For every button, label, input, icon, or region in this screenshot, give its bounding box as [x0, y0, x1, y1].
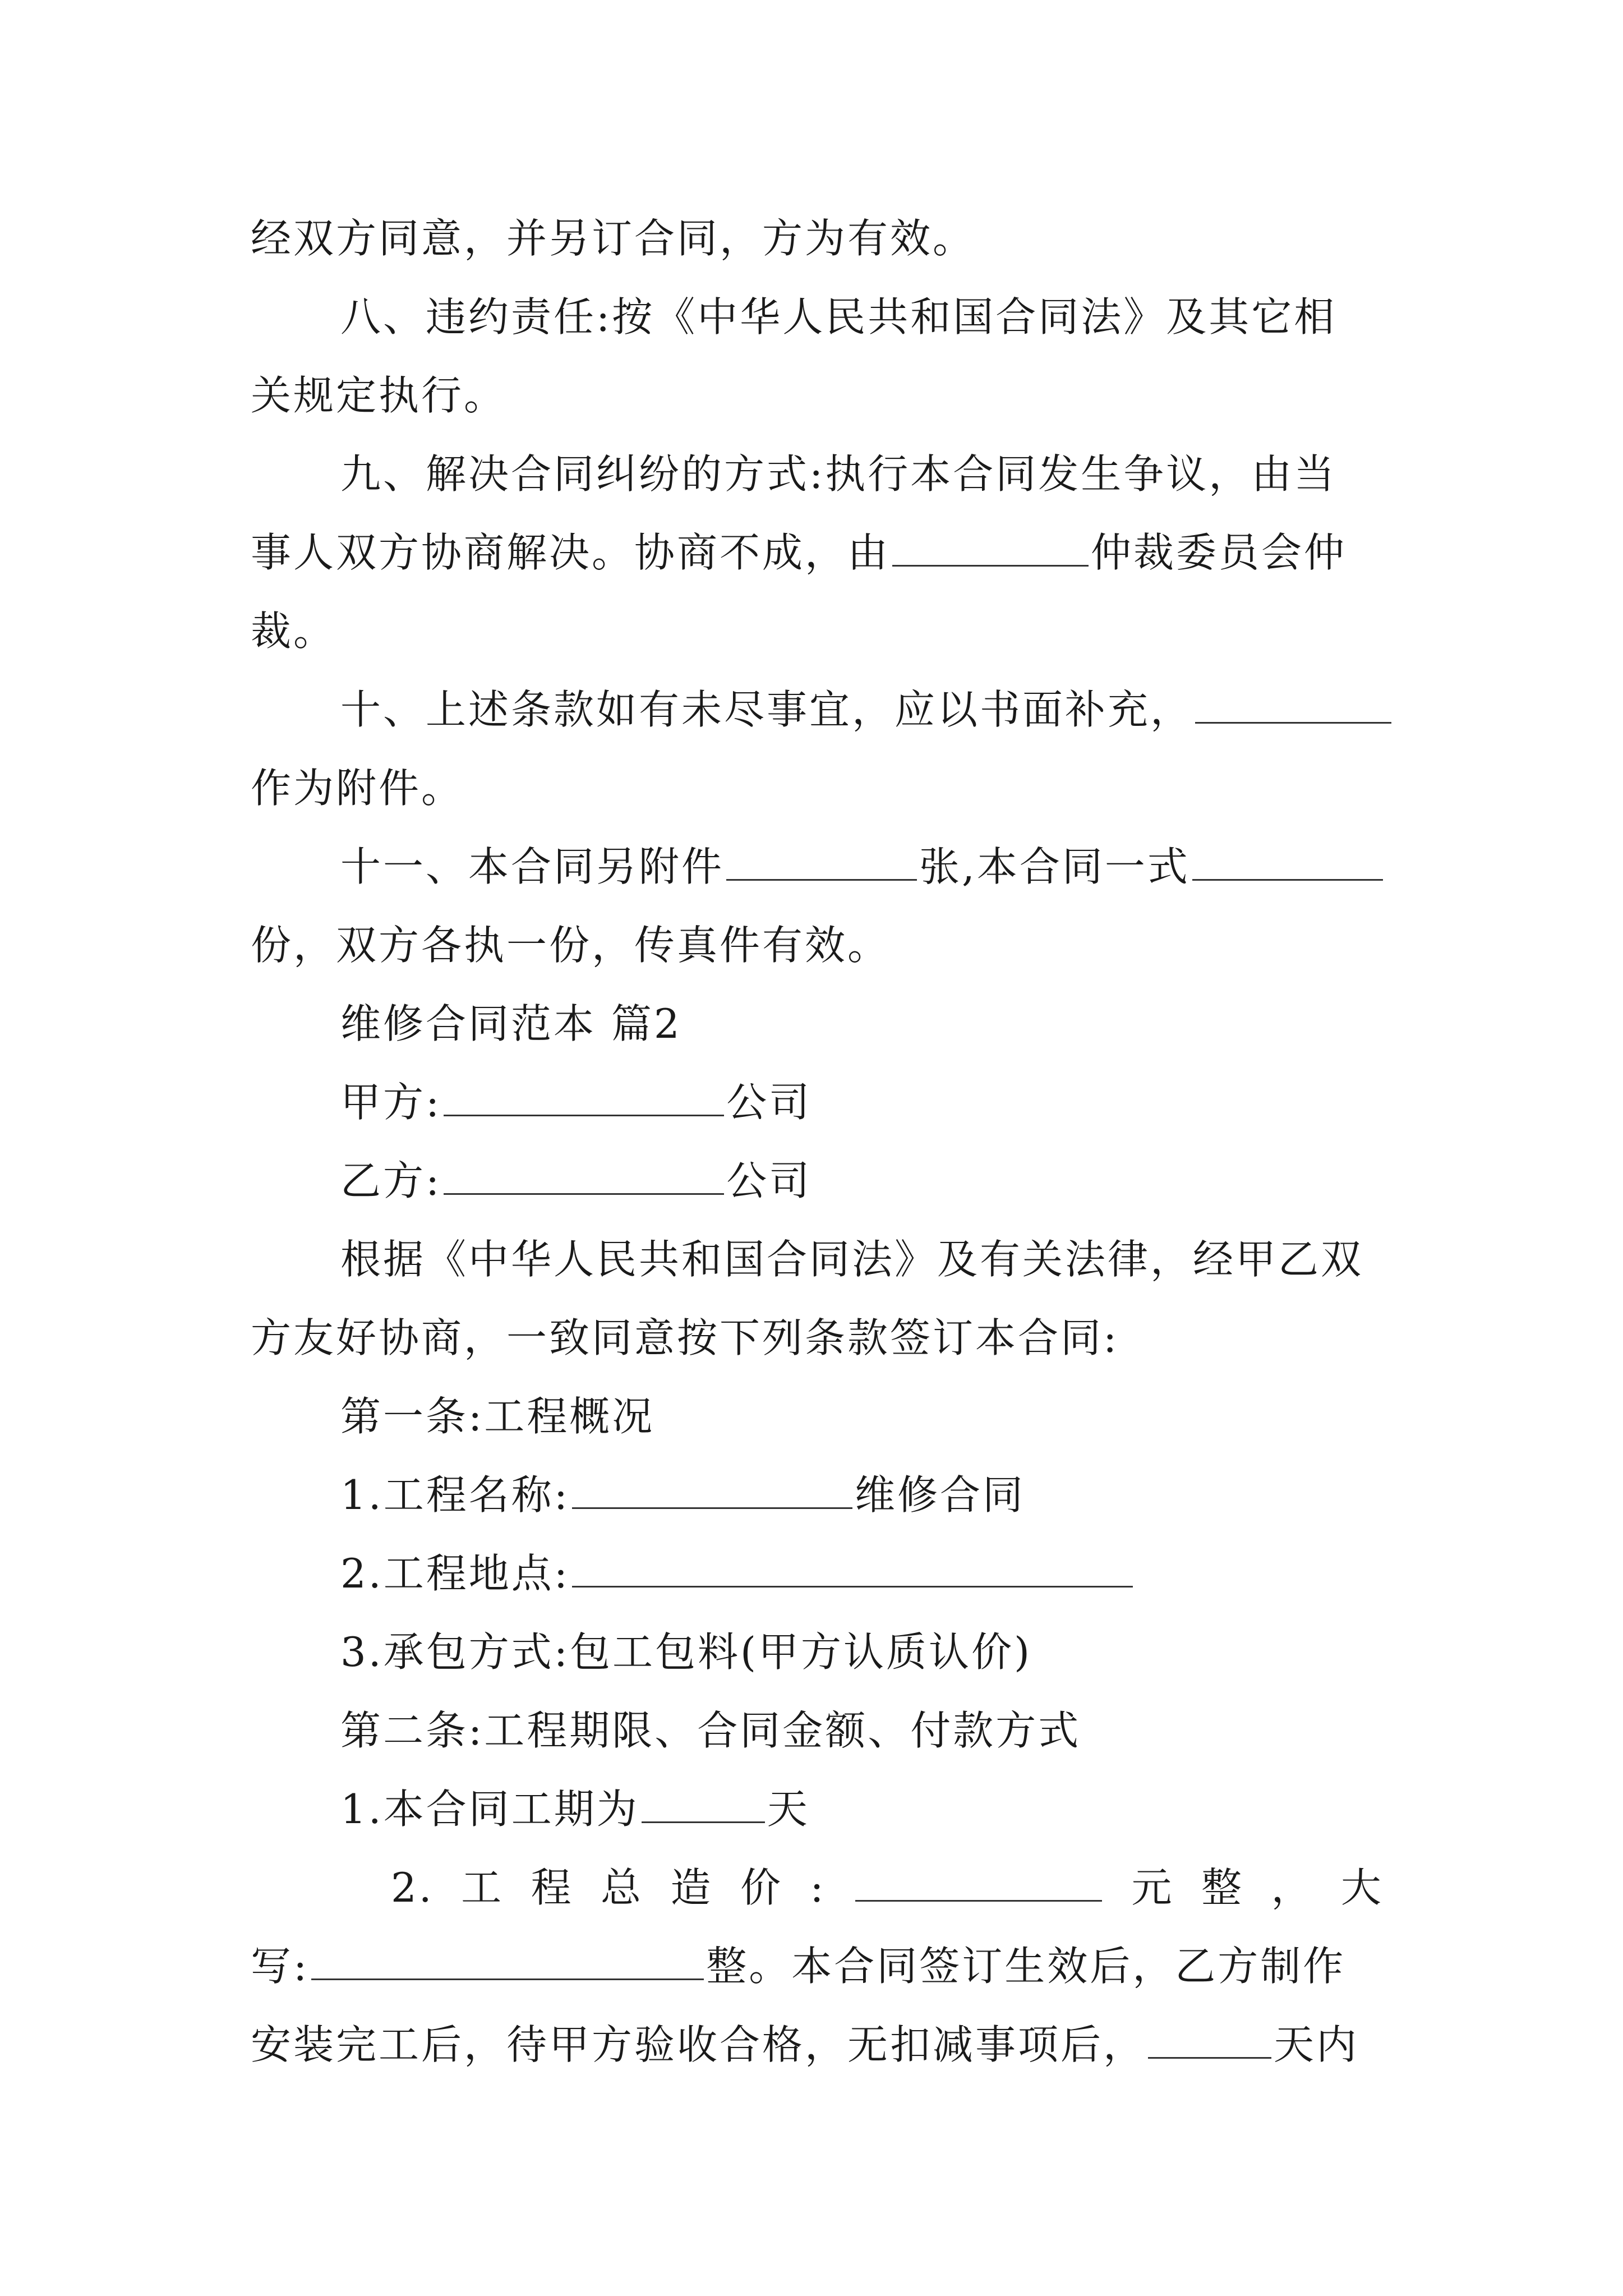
text-line	[340, 1778, 1384, 1840]
char: :	[810, 1864, 826, 1911]
text-line: 方友好协商，一致同意按下列条款签订本合同:	[251, 1314, 1119, 1361]
text-segment: 整。本合同签订生效后，乙方制作	[706, 1943, 1346, 1990]
char: 造	[670, 1864, 713, 1911]
text-line	[340, 679, 1384, 740]
text-line: 作为附件。	[251, 765, 464, 812]
party-a-line	[340, 1071, 1384, 1133]
text-segment: 事人双方协商解决。协商不成，由	[251, 529, 891, 576]
text-segment: 甲方:	[340, 1079, 442, 1126]
text-segment: 天	[767, 1786, 810, 1833]
text-segment: 2.工程地点:	[340, 1550, 570, 1597]
text-line	[340, 836, 1384, 898]
fill-blank	[572, 1474, 852, 1509]
text-segment: 安装完工后，待甲方验收合格，无扣减事项后，	[251, 2021, 1146, 2068]
char: 整	[1201, 1864, 1244, 1911]
text-segment: 1.本合同工期为	[340, 1786, 639, 1833]
text-line: 八、违约责任:按《中华人民共和国合同法》及其它相	[340, 293, 1337, 341]
text-segment: 公司	[726, 1079, 812, 1126]
text-line: 第一条:工程概况	[340, 1393, 655, 1440]
char: 元	[1131, 1864, 1174, 1911]
text-segment: 仲裁委员会仲	[1091, 529, 1347, 576]
text-line: 份，双方各执一份，传真件有效。	[251, 922, 891, 969]
text-line: 裁。	[251, 608, 336, 655]
text-line	[251, 2014, 1384, 2076]
char: 程	[531, 1864, 574, 1911]
text-line	[340, 1464, 1384, 1526]
text-segment: 十一、本合同另附件	[340, 843, 725, 890]
fill-blank	[444, 1159, 724, 1195]
text-segment: 维修合同	[854, 1471, 1025, 1519]
fill-blank	[572, 1552, 1133, 1588]
section-heading: 维修合同范本 篇2	[340, 1000, 682, 1047]
fill-blank	[311, 1945, 704, 1980]
fill-blank	[1195, 688, 1391, 724]
text-line: 九、解决合同纠纷的方式:执行本合同发生争议，由当	[340, 450, 1337, 498]
fill-blank	[642, 1788, 765, 1823]
text-line	[251, 1935, 1384, 1997]
text-line: 第二条:工程期限、合同金额、付款方式	[340, 1707, 1081, 1754]
text-line: 根据《中华人民共和国合同法》及有关法律，经甲乙双	[340, 1236, 1364, 1283]
justified-line	[391, 1857, 1384, 1918]
text-line: 关规定执行。	[251, 372, 507, 419]
text-segment: 乙方:	[340, 1157, 442, 1204]
fill-blank	[855, 1866, 1102, 1902]
text-segment: 张,本合同一式	[919, 843, 1190, 890]
fill-blank	[892, 531, 1089, 567]
char: 工	[461, 1864, 504, 1911]
fill-blank	[1192, 845, 1383, 881]
party-b-line	[340, 1150, 1384, 1212]
char: 大	[1340, 1864, 1384, 1911]
char: 2.	[391, 1864, 434, 1911]
fill-blank	[726, 845, 917, 881]
char: ，	[1271, 1864, 1314, 1911]
fill-blank	[444, 1081, 724, 1116]
char: 总	[601, 1864, 644, 1911]
fill-blank	[1148, 2023, 1271, 2059]
text-line	[340, 1543, 1384, 1604]
text-segment: 十、上述条款如有未尽事宜，应以书面补充，	[340, 686, 1193, 733]
text-line	[251, 522, 1384, 583]
text-segment: 天内	[1274, 2021, 1359, 2068]
text-line: 经双方同意，并另订合同，方为有效。	[251, 215, 976, 262]
char: 价	[740, 1864, 783, 1911]
text-segment: 1.工程名称:	[340, 1471, 570, 1519]
text-segment: 写:	[251, 1943, 310, 1990]
text-line: 3.承包方式:包工包料(甲方认质认价)	[340, 1628, 1032, 1676]
text-segment: 公司	[726, 1157, 812, 1204]
